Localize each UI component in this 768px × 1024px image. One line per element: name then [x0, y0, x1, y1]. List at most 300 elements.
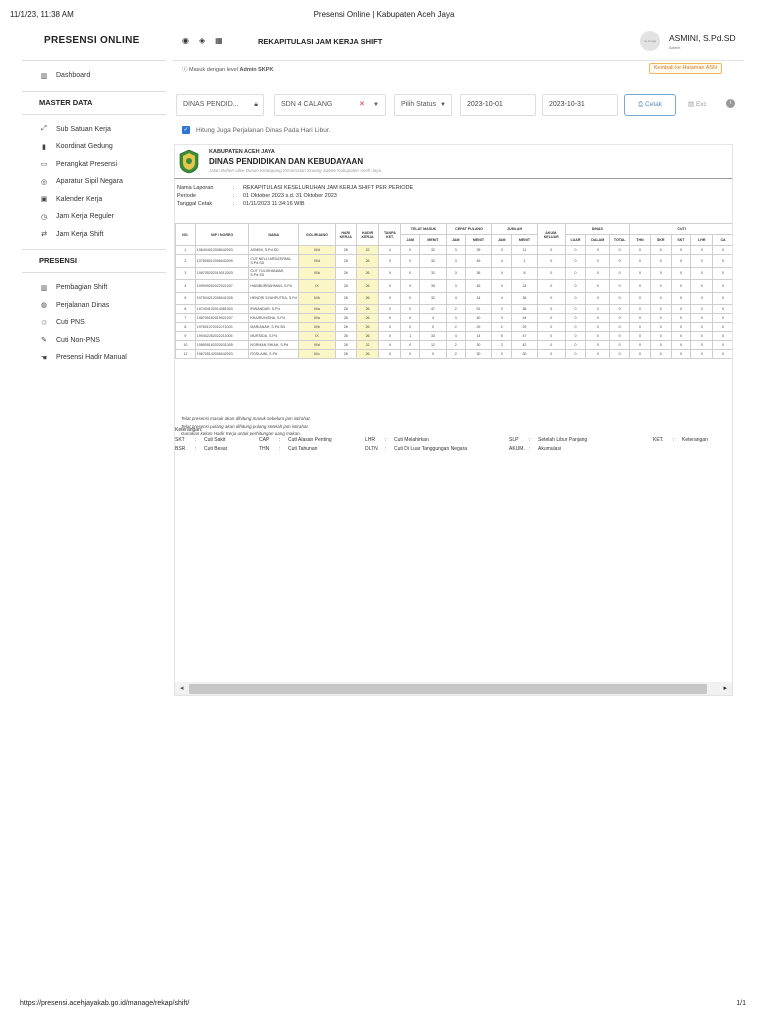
cell-tmj: 0 — [401, 255, 420, 268]
cell-tk: 0 — [379, 305, 401, 314]
cell-cuti: 0 — [713, 350, 733, 359]
cell-cuti: 0 — [650, 341, 671, 350]
cell-cuti: 0 — [630, 246, 651, 255]
sidebar-item-dashboard[interactable] — [22, 67, 166, 85]
cell-jm: 47 — [512, 332, 538, 341]
excel-button-label: Exc — [695, 101, 707, 108]
cell-dd: 0 — [586, 323, 610, 332]
cell-tmm: 0 — [420, 350, 447, 359]
legend-desc: Cuti Tahunan — [288, 446, 318, 452]
th-tanpa-ket: TANPA KET. — [379, 224, 401, 246]
hand-icon: ☚ — [40, 354, 48, 362]
cell-hd: 26 — [356, 323, 379, 332]
chevron-down-icon: ▼ — [440, 102, 446, 108]
scroll-left-icon[interactable]: ◂ — [180, 685, 184, 692]
filter-bar — [176, 94, 744, 116]
device-icon: ▭ — [40, 161, 48, 169]
cell-cuti: 0 — [650, 267, 671, 280]
compass-icon: ◍ — [40, 302, 48, 310]
cell-cuti: 0 — [691, 255, 713, 268]
cell-jm: 29 — [512, 323, 538, 332]
th-total: TOTAL — [610, 235, 630, 246]
cell-cuti: 0 — [630, 267, 651, 280]
sidebar-item-sub-satuan-kerja[interactable] — [22, 121, 166, 139]
scrollbar-thumb[interactable] — [189, 684, 707, 694]
th-skt: SKT — [671, 235, 691, 246]
count-dinas-holiday-option[interactable] — [182, 126, 330, 134]
dinas-select-value: DINAS PENDID... — [183, 101, 239, 108]
cell-jm: 30 — [512, 350, 538, 359]
th-jam: JAM — [401, 235, 420, 246]
cell-cuti: 0 — [713, 314, 733, 323]
legend-code: THN — [259, 446, 270, 452]
legend-item: SLP : Setelah Libur Panjang — [509, 437, 588, 443]
th-menit: MENIT — [465, 235, 492, 246]
legend-desc: Cuti Alasan Penting — [288, 437, 332, 443]
map-icon: ▮ — [42, 143, 46, 151]
cell-nip: 198705202019012003 — [195, 267, 249, 280]
user-name[interactable]: ASMINI, S.Pd.SD — [669, 33, 736, 43]
sidebar-item-kalender-kerja[interactable] — [22, 191, 166, 209]
cell-cpm: 39 — [465, 246, 492, 255]
cell-jj: 2 — [492, 350, 512, 359]
lock-icon: 🔒︎ — [254, 101, 258, 108]
th-jumlah: JUMLAH — [492, 224, 538, 235]
print-page-title: Presensi Online | Kabupaten Aceh Jaya — [313, 10, 455, 19]
cell-cuti: 0 — [650, 305, 671, 314]
cell-hk: 26 — [335, 255, 356, 268]
cell-tmj: 1 — [401, 332, 420, 341]
cell-dd: 0 — [586, 246, 610, 255]
cell-hd: 26 — [356, 314, 379, 323]
cell-jj: 3 — [492, 246, 512, 255]
cell-nip: 198705162019021007 — [195, 314, 249, 323]
cell-cpm: 14 — [465, 332, 492, 341]
table-row — [176, 255, 734, 268]
cell-cuti: 0 — [691, 267, 713, 280]
file-icon: ▤ — [688, 101, 695, 108]
cell-cpm: 14 — [465, 292, 492, 305]
cell-cuti: 0 — [650, 332, 671, 341]
cell-dl: 0 — [565, 323, 586, 332]
table-row — [176, 305, 734, 314]
avatar[interactable]: no image — [640, 31, 660, 51]
note: Telat presensi pulang akan dihitung pulang setelah jam istirahat. — [181, 423, 309, 429]
cell-cuti: 0 — [671, 267, 691, 280]
date-to-input[interactable]: 2023-10-31 — [542, 94, 618, 116]
cell-hd: 26 — [356, 280, 379, 293]
brand-title: PRESENSI ONLINE — [44, 35, 140, 46]
sidebar-item-jam-kerja-shift[interactable] — [22, 226, 166, 244]
meta-row: Periode : 01 Oktober 2023 s.d. 31 Oktober 2023 — [177, 193, 337, 199]
cell-gol: IX — [299, 280, 336, 293]
cell-cuti: 0 — [691, 292, 713, 305]
cell-dl: 0 — [565, 292, 586, 305]
cell-nip: 196404012008042003 — [195, 246, 249, 255]
cell-no: 5 — [176, 292, 196, 305]
legend-code: DLTN — [365, 446, 378, 452]
cell-tk: 0 — [379, 280, 401, 293]
sidebar-item-label: Perangkat Presensi — [56, 160, 118, 168]
th-lhr: LHR — [691, 235, 713, 246]
legend-item: KET. : Keterangan — [653, 437, 708, 443]
cell-tk: 0 — [379, 267, 401, 280]
cell-no: 3 — [176, 267, 196, 280]
cell-jm: 1 — [512, 255, 538, 268]
cell-cuti: 0 — [691, 280, 713, 293]
cell-cuti: 0 — [630, 292, 651, 305]
cell-dt: 0 — [610, 332, 630, 341]
cell-ak: 0 — [537, 332, 565, 341]
th-ca: CA — [713, 235, 733, 246]
cell-dd: 0 — [586, 305, 610, 314]
cell-hd: 26 — [356, 350, 379, 359]
printer-icon: ⎙ — [638, 101, 644, 108]
cell-nama: KHAIRUNISHA, S.Pd — [249, 314, 299, 323]
report-preview — [174, 144, 733, 696]
kop-office: DINAS PENDIDIKAN DAN KEBUDAYAAN — [209, 157, 364, 166]
cell-nip: 196705142006042003 — [195, 350, 249, 359]
cell-cpj: 3 — [446, 280, 465, 293]
cell-cuti: 0 — [713, 332, 733, 341]
cell-dl: 0 — [565, 332, 586, 341]
cell-cuti: 0 — [630, 332, 651, 341]
login-level-prefix: Masuk dengan level — [189, 67, 238, 73]
sidebar-item-presensi-hadir-manual[interactable] — [22, 349, 166, 367]
sidebar-item-perjalanan-dinas[interactable] — [22, 297, 166, 315]
date-from-input[interactable]: 2023-10-01 — [460, 94, 536, 116]
cell-dd: 0 — [586, 280, 610, 293]
table-row — [176, 323, 734, 332]
cell-ak: 0 — [537, 305, 565, 314]
status-select[interactable] — [394, 94, 452, 116]
cell-ak: 0 — [537, 350, 565, 359]
cell-gol: III/b — [299, 323, 336, 332]
cell-tmm: 0 — [420, 323, 447, 332]
cell-cuti: 0 — [650, 280, 671, 293]
cell-cuti: 0 — [630, 255, 651, 268]
cell-ak: 0 — [537, 292, 565, 305]
cell-dl: 0 — [565, 255, 586, 268]
cell-no: 8 — [176, 323, 196, 332]
th-menit: MENIT — [512, 235, 538, 246]
cell-tk: 0 — [379, 292, 401, 305]
cell-dl: 0 — [565, 267, 586, 280]
cell-tk: 0 — [379, 255, 401, 268]
cell-cuti: 0 — [630, 280, 651, 293]
legend-desc: Cuti Di Luar Tanggungan Negara — [394, 446, 468, 452]
cell-jm: 42 — [512, 341, 538, 350]
sidebar-item-perangkat-presensi[interactable] — [22, 156, 166, 174]
cell-tmm: 47 — [420, 305, 447, 314]
cell-cuti: 0 — [650, 255, 671, 268]
cell-tmm: 4 — [420, 314, 447, 323]
globe-icon[interactable]: ◉ — [182, 36, 189, 45]
print-footer — [20, 1000, 746, 1012]
sidebar-item-cuti-non-pns[interactable] — [22, 332, 166, 350]
cell-dt: 0 — [610, 292, 630, 305]
cell-tmm: 33 — [420, 332, 447, 341]
sidebar-item-pembagian-shift[interactable] — [22, 279, 166, 297]
report-meta — [177, 185, 413, 209]
cell-cpm: 29 — [465, 323, 492, 332]
cell-tk: 4 — [379, 341, 401, 350]
legend-code: SLP — [509, 437, 519, 443]
sidebar-item-aparatur-sipil-negara[interactable] — [22, 173, 166, 191]
legend-desc: Keterangan — [682, 437, 708, 443]
sidebar-item-label: Presensi Hadir Manual — [56, 354, 127, 362]
scroll-right-icon[interactable]: ▸ — [723, 685, 727, 692]
cell-jm: 24 — [512, 280, 538, 293]
cell-cuti: 0 — [630, 305, 651, 314]
cell-jm: 38 — [512, 305, 538, 314]
cell-tk: 4 — [379, 246, 401, 255]
cell-jj: 2 — [492, 323, 512, 332]
cell-hd: 26 — [356, 292, 379, 305]
cell-cuti: 0 — [713, 305, 733, 314]
legend-code: KET. — [653, 437, 664, 443]
cell-jj: 2 — [492, 341, 512, 350]
print-button[interactable] — [624, 94, 676, 116]
cell-cpm: 36 — [465, 267, 492, 280]
sidebar-item-label: Sub Satuan Kerja — [56, 125, 111, 133]
cell-gol: IX/b — [299, 267, 336, 280]
table-row — [176, 246, 734, 255]
legend-desc: Cuti Besar — [204, 446, 228, 452]
sidebar-item-label: Koordinat Gedung — [56, 143, 113, 151]
cell-cpm: 49 — [465, 255, 492, 268]
legend-code: CAP — [259, 437, 270, 443]
cell-jj: 4 — [492, 255, 512, 268]
table-row — [176, 267, 734, 280]
cell-cpm: 30 — [465, 341, 492, 350]
cell-nama: NORMAN SHIAH, S.Pd — [249, 341, 299, 350]
cell-cpm: 51 — [465, 305, 492, 314]
cell-no: 6 — [176, 305, 196, 314]
cell-nama: MARIANAH, S.Pd.SD — [249, 323, 299, 332]
cell-nip: 197805012006042009 — [195, 255, 249, 268]
checkbox-label: Hitung Juga Perjalanan Dinas Pada Hari Libur. — [196, 126, 331, 134]
cell-cuti: 0 — [713, 280, 733, 293]
divider — [175, 178, 732, 179]
cell-gol: IX — [299, 332, 336, 341]
kop-address: Jalan Bahen Ulee Dusun Keutapang Kecamatan Krueng Sabee Kabupaten Aceh Jaya — [209, 168, 381, 173]
section-master-data: MASTER DATA — [39, 97, 93, 107]
excel-button[interactable] — [688, 94, 707, 116]
dinas-select[interactable] — [176, 94, 264, 116]
cell-nama: ASMINI, S.Pd.SD — [249, 246, 299, 255]
grid-icon[interactable]: ▦ — [215, 36, 223, 45]
th-telat-masuk: TELAT MASUK — [401, 224, 447, 235]
cell-dd: 0 — [586, 255, 610, 268]
cell-cuti: 0 — [630, 323, 651, 332]
cell-dd: 0 — [586, 292, 610, 305]
page-title: REKAPITULASI JAM KERJA SHIFT — [258, 37, 383, 46]
sidebar-item-label: Jam Kerja Reguler — [56, 213, 114, 221]
sidebar-item-jam-kerja-reguler[interactable] — [22, 208, 166, 226]
sidebar-item-cuti-pns[interactable] — [22, 314, 166, 332]
cell-nama: HABIBURRAHMAN, S.Pd — [249, 280, 299, 293]
cell-cpj: 2 — [446, 341, 465, 350]
kop-regency: KABUPATEN ACEH JAYA — [209, 149, 275, 155]
cell-nama: ROSLAINI, S.Pd — [249, 350, 299, 359]
cell-tmj: 0 — [401, 305, 420, 314]
rekap-table — [175, 223, 733, 359]
cell-dl: 0 — [565, 246, 586, 255]
cell-dt: 0 — [610, 350, 630, 359]
legend-code: SKT — [175, 437, 185, 443]
cell-jm: 44 — [512, 314, 538, 323]
cell-jm: 36 — [512, 292, 538, 305]
back-to-asn-button[interactable]: Kembali ke Halaman ASN — [649, 63, 722, 74]
legend-code: BSR — [175, 446, 186, 452]
print-header — [10, 10, 758, 24]
legend-item: THN : Cuti Tahunan — [259, 446, 318, 452]
horizontal-scrollbar[interactable] — [175, 682, 732, 696]
login-level-info — [182, 65, 273, 73]
cell-jm: 8 — [512, 267, 538, 280]
cell-cuti: 0 — [630, 350, 651, 359]
cell-no: 2 — [176, 255, 196, 268]
cell-cuti: 0 — [713, 341, 733, 350]
cell-tmm: 32 — [420, 267, 447, 280]
th-luar: LUAR — [565, 235, 586, 246]
cell-dt: 0 — [610, 314, 630, 323]
cell-no: 4 — [176, 280, 196, 293]
cell-tmj: 0 — [401, 314, 420, 323]
cell-jj: 3 — [492, 314, 512, 323]
handshake-icon: ♲ — [40, 319, 48, 327]
cell-cpj: 3 — [446, 314, 465, 323]
cell-dt: 0 — [610, 246, 630, 255]
cell-cpm: 45 — [465, 280, 492, 293]
checkbox[interactable]: ✓ — [183, 127, 189, 133]
cell-no: 11 — [176, 350, 196, 359]
legend-item: DLTN : Cuti Di Luar Tanggungan Negara — [365, 446, 468, 452]
cell-nama: HENDRI SYAHPUTRA, S.Pd — [249, 292, 299, 305]
cell-cpj: 3 — [446, 267, 465, 280]
chevron-down-icon: ▼ — [373, 102, 379, 108]
th-nip: NIP / NOREG — [195, 224, 249, 246]
cell-nip: 198509162020031005 — [195, 341, 249, 350]
table-row — [176, 314, 734, 323]
legend-desc: Cuti Melahirkan — [394, 437, 429, 443]
cell-hk: 26 — [335, 280, 356, 293]
cell-hk: 26 — [335, 305, 356, 314]
cell-ak: 0 — [537, 267, 565, 280]
print-timestamp: 11/1/23, 11:38 AM — [10, 10, 74, 19]
cell-cuti: 0 — [671, 350, 691, 359]
cell-ak: 0 — [537, 314, 565, 323]
cell-dd: 0 — [586, 332, 610, 341]
th-jam: JAM — [446, 235, 465, 246]
cell-jj: 5 — [492, 332, 512, 341]
cell-nip: 197404102014081003 — [195, 305, 249, 314]
cell-cpm: 40 — [465, 314, 492, 323]
cell-ak: 0 — [537, 246, 565, 255]
divider — [172, 60, 744, 61]
cell-ak: 0 — [537, 341, 565, 350]
pen-icon: ✎ — [41, 337, 47, 345]
layers-icon[interactable]: ◈ — [198, 36, 206, 45]
th-cuti: CUTI — [630, 224, 733, 235]
sidebar — [22, 28, 166, 370]
cell-cuti: 0 — [671, 305, 691, 314]
cell-dl: 0 — [565, 341, 586, 350]
cell-cuti: 0 — [650, 292, 671, 305]
cell-cpj: 2 — [446, 350, 465, 359]
cell-hk: 26 — [335, 323, 356, 332]
table-scroll-area[interactable] — [175, 223, 733, 410]
cell-tk: 0 — [379, 350, 401, 359]
info-icon: ⓘ — [182, 67, 188, 73]
cell-tmj: 0 — [401, 267, 420, 280]
section-presensi: PRESENSI — [39, 256, 77, 265]
cell-cpj: 4 — [446, 292, 465, 305]
cell-hk: 26 — [335, 314, 356, 323]
cell-cuti: 0 — [630, 341, 651, 350]
sidebar-item-label: Kalender Kerja — [56, 195, 103, 203]
info-bar — [172, 62, 744, 76]
cell-hd: 26 — [356, 305, 379, 314]
cell-cuti: 0 — [713, 255, 733, 268]
cell-cuti: 0 — [713, 292, 733, 305]
unit-select[interactable] — [274, 94, 386, 116]
cell-hd: 26 — [356, 332, 379, 341]
cell-cuti: 0 — [650, 323, 671, 332]
cell-dl: 0 — [565, 305, 586, 314]
cell-jm: 11 — [512, 246, 538, 255]
cell-dd: 0 — [586, 350, 610, 359]
sidebar-item-koordinat-gedung[interactable] — [22, 138, 166, 156]
cell-nip: 197504212006041005 — [195, 292, 249, 305]
note: Gunakan kolom Hadir Kerja untuk perhitungan uang makan. — [181, 431, 301, 436]
cell-cuti: 0 — [650, 314, 671, 323]
cell-dd: 0 — [586, 341, 610, 350]
cell-cuti: 0 — [671, 292, 691, 305]
cell-cuti: 0 — [691, 246, 713, 255]
cell-gol: III/a — [299, 305, 336, 314]
cell-gol: III/d — [299, 246, 336, 255]
cell-dd: 0 — [586, 267, 610, 280]
cell-cuti: 0 — [691, 305, 713, 314]
cell-cuti: 0 — [671, 341, 691, 350]
cell-dt: 0 — [610, 255, 630, 268]
cell-nip: 199909092022021007 — [195, 280, 249, 293]
meta-row: Tanggal Cetak : 01/11/2023 11:34:16 WIB — [177, 201, 305, 207]
sidebar-item-label: Cuti PNS — [56, 319, 85, 327]
cell-tmj: 0 — [401, 341, 420, 350]
cell-nama: MURSIDA, S.Pd — [249, 332, 299, 341]
shuffle-icon: ⇄ — [41, 231, 47, 239]
cell-nama: CUT YULISHANAMI, S.Pd.SD — [249, 267, 299, 280]
cell-tmm: 32 — [420, 292, 447, 305]
cell-hk: 26 — [335, 267, 356, 280]
info-icon[interactable]: i — [726, 99, 735, 108]
sidebar-item-label: Jam Kerja Shift — [56, 230, 104, 238]
cell-hk: 26 — [335, 246, 356, 255]
status-select-placeholder: Pilih Status — [401, 101, 437, 108]
th-dinas: DINAS — [565, 224, 630, 235]
clear-icon[interactable]: ✕ — [359, 101, 365, 108]
legend-item: BSR : Cuti Besar — [175, 446, 228, 452]
sidebar-item-label: Aparatur Sipil Negara — [56, 178, 123, 186]
legend-code: AKUM. — [509, 446, 525, 452]
table-row — [176, 332, 734, 341]
legend-code: LHR — [365, 437, 376, 443]
cell-hd: 22 — [356, 246, 379, 255]
cell-gol: III/c — [299, 350, 336, 359]
